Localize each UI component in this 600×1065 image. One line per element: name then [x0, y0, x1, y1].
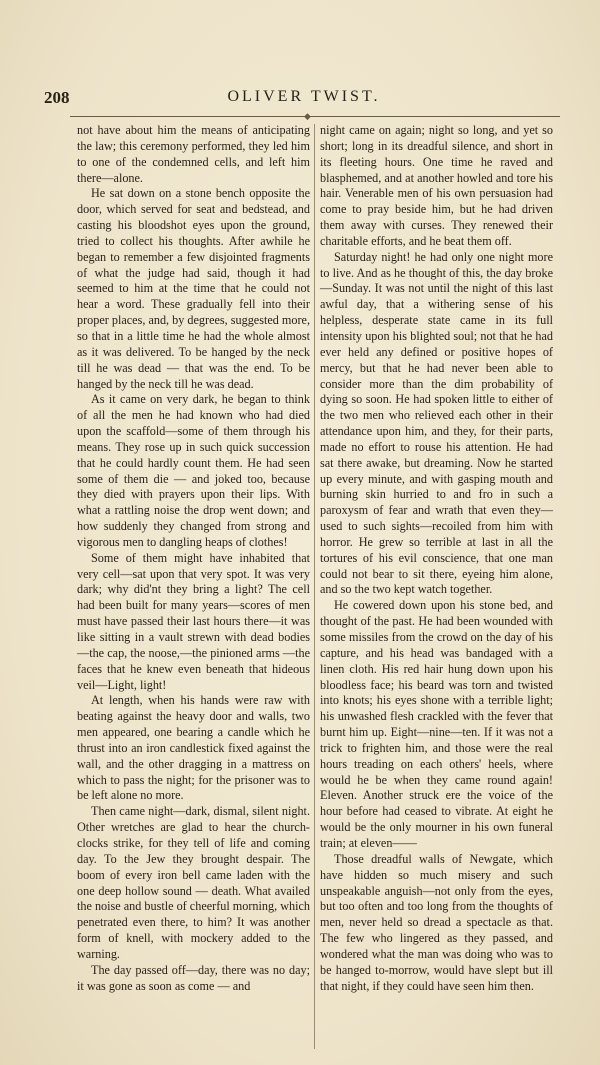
paragraph: Those dreadful walls of Newgate, which have hidden so much misery and such unspeakable anguish—not only from the eyes, but too often and too long from the thoughts of men, never held so dread a spectacle as that. The few who lingered as they passed, and wondered what the man was doing who was to be hanged to-morrow, would have slept but ill that night, if they could have seen him then.: [320, 851, 553, 993]
paragraph: Saturday night! he had only one night more to live. And as he thought of this, the day broke—Sunday. It was not until the night of this last awful day, that a withering sense of his helpless, desperate state came in its full intensity upon his blighted soul; not that he had ever held any defined or positive hopes of mercy, but that he had never been able to consider more than the dim probability of dying so soon. He had spoken little to either of the two men who relieved each other in their attendance upon him, and they, for their parts, made no effort to rouse his attention. He had sat there awake, but dreaming. Now he started up every minute, and with gasping mouth and burning skin hurried to and fro in such a paroxysm of fear and wrath that even they—used to such sights—recoiled from him with horror. He grew so terrible at last in all the tortures of his evil conscience, that one man could not bear to sit there, eyeing him alone, and so the two kept watch together.: [320, 249, 553, 597]
paragraph: He cowered down upon his stone bed, and thought of the past. He had been wounded with some missiles from the crowd on the day of his capture, and his head was bandaged with a linen cloth. His red hair hung down upon his bloodless face; his beard was torn and twisted into knots; his eyes shone with a terrible light; his unwashed flesh crackled with the fever that burnt him up. Eight—nine—ten. If it was not a trick to frighten him, and those were the real hours treading on each others' heels, where would he be when they came round again! Eleven. Another struck ere the voice of the hour before had ceased to vibrate. At eight he would be the only mourner in his own funeral train; at eleven——: [320, 598, 553, 850]
header-ornament-icon: ◆: [304, 111, 311, 121]
paragraph: not have about him the means of anticipating the law; this ceremony performed, they led him to one of the condemned cells, and left him there—alone.: [77, 123, 310, 185]
column-divider: [314, 124, 315, 1049]
paragraph: He sat down on a stone bench opposite the door, which served for seat and bedstead, and casting his bloodshot eyes upon the ground, tried to collect his thoughts. After awhile he began to remember a few disjointed fragments of what the judge had said, though it had seemed to him at the time that he could not hear a word. These gradually fell into their proper places, and, by degrees, suggested more, so that in a little time he had the whole almost as it was delivered. To be hanged by the neck till he was dead — that was the end. To be hanged by the neck till he was dead.: [77, 186, 310, 391]
page-number: 208: [44, 88, 70, 107]
paragraph: The day passed off—day, there was no day; it was gone as soon as come — and: [77, 962, 310, 993]
paragraph: At length, when his hands were raw with beating against the heavy door and walls, two men appeared, one bearing a candle which he thrust into an iron candlestick fixed against the wall, and the other dragging in a mattress on which to pass the night; for the prisoner was to be left alone no more.: [77, 693, 310, 803]
left-column: [77, 123, 310, 994]
running-title: OLIVER TWIST.: [227, 88, 381, 105]
header-rule: [70, 116, 560, 117]
right-column: [320, 123, 553, 994]
paragraph: Then came night—dark, dismal, silent night. Other wretches are glad to hear the church-clocks strike, for they tell of life and coming day. To the Jew they brought despair. The boom of every iron bell came laden with the one deep hollow sound — death. What availed the noise and bustle of cheerful morning, which penetrated even there, to him? It was another form of knell, with mockery added to the warning.: [77, 804, 310, 961]
paragraph: night came on again; night so long, and yet so short; long in its dreadful silence, and short in its fleeting hours. One time he raved and blasphemed, and at another howled and tore his hair. Venerable men of his own persuasion had come to pray beside him, but he had driven them away with curses. They renewed their charitable efforts, and he beat them off.: [320, 123, 553, 248]
paragraph: Some of them might have inhabited that very cell—sat upon that very spot. It was very dark; why did'nt they bring a light? The cell had been built for many years—scores of men must have passed their last hours there—it was like sitting in a vault strewn with dead bodies —the cap, the noose,—the pinioned arms —the faces that he knew even beneath that hideous veil—Light, light!: [77, 550, 310, 692]
page-header: [44, 88, 564, 110]
paragraph: As it came on very dark, he began to think of all the men he had known who had died upon the scaffold—some of them through his means. They rose up in such quick succession that he could hardly count them. He had seen some of them die — and joked too, because they died with prayers upon their lips. With what a rattling noise the drop went down; and how suddenly they changed from strong and vigorous men to dangling heaps of clothes!: [77, 392, 310, 549]
